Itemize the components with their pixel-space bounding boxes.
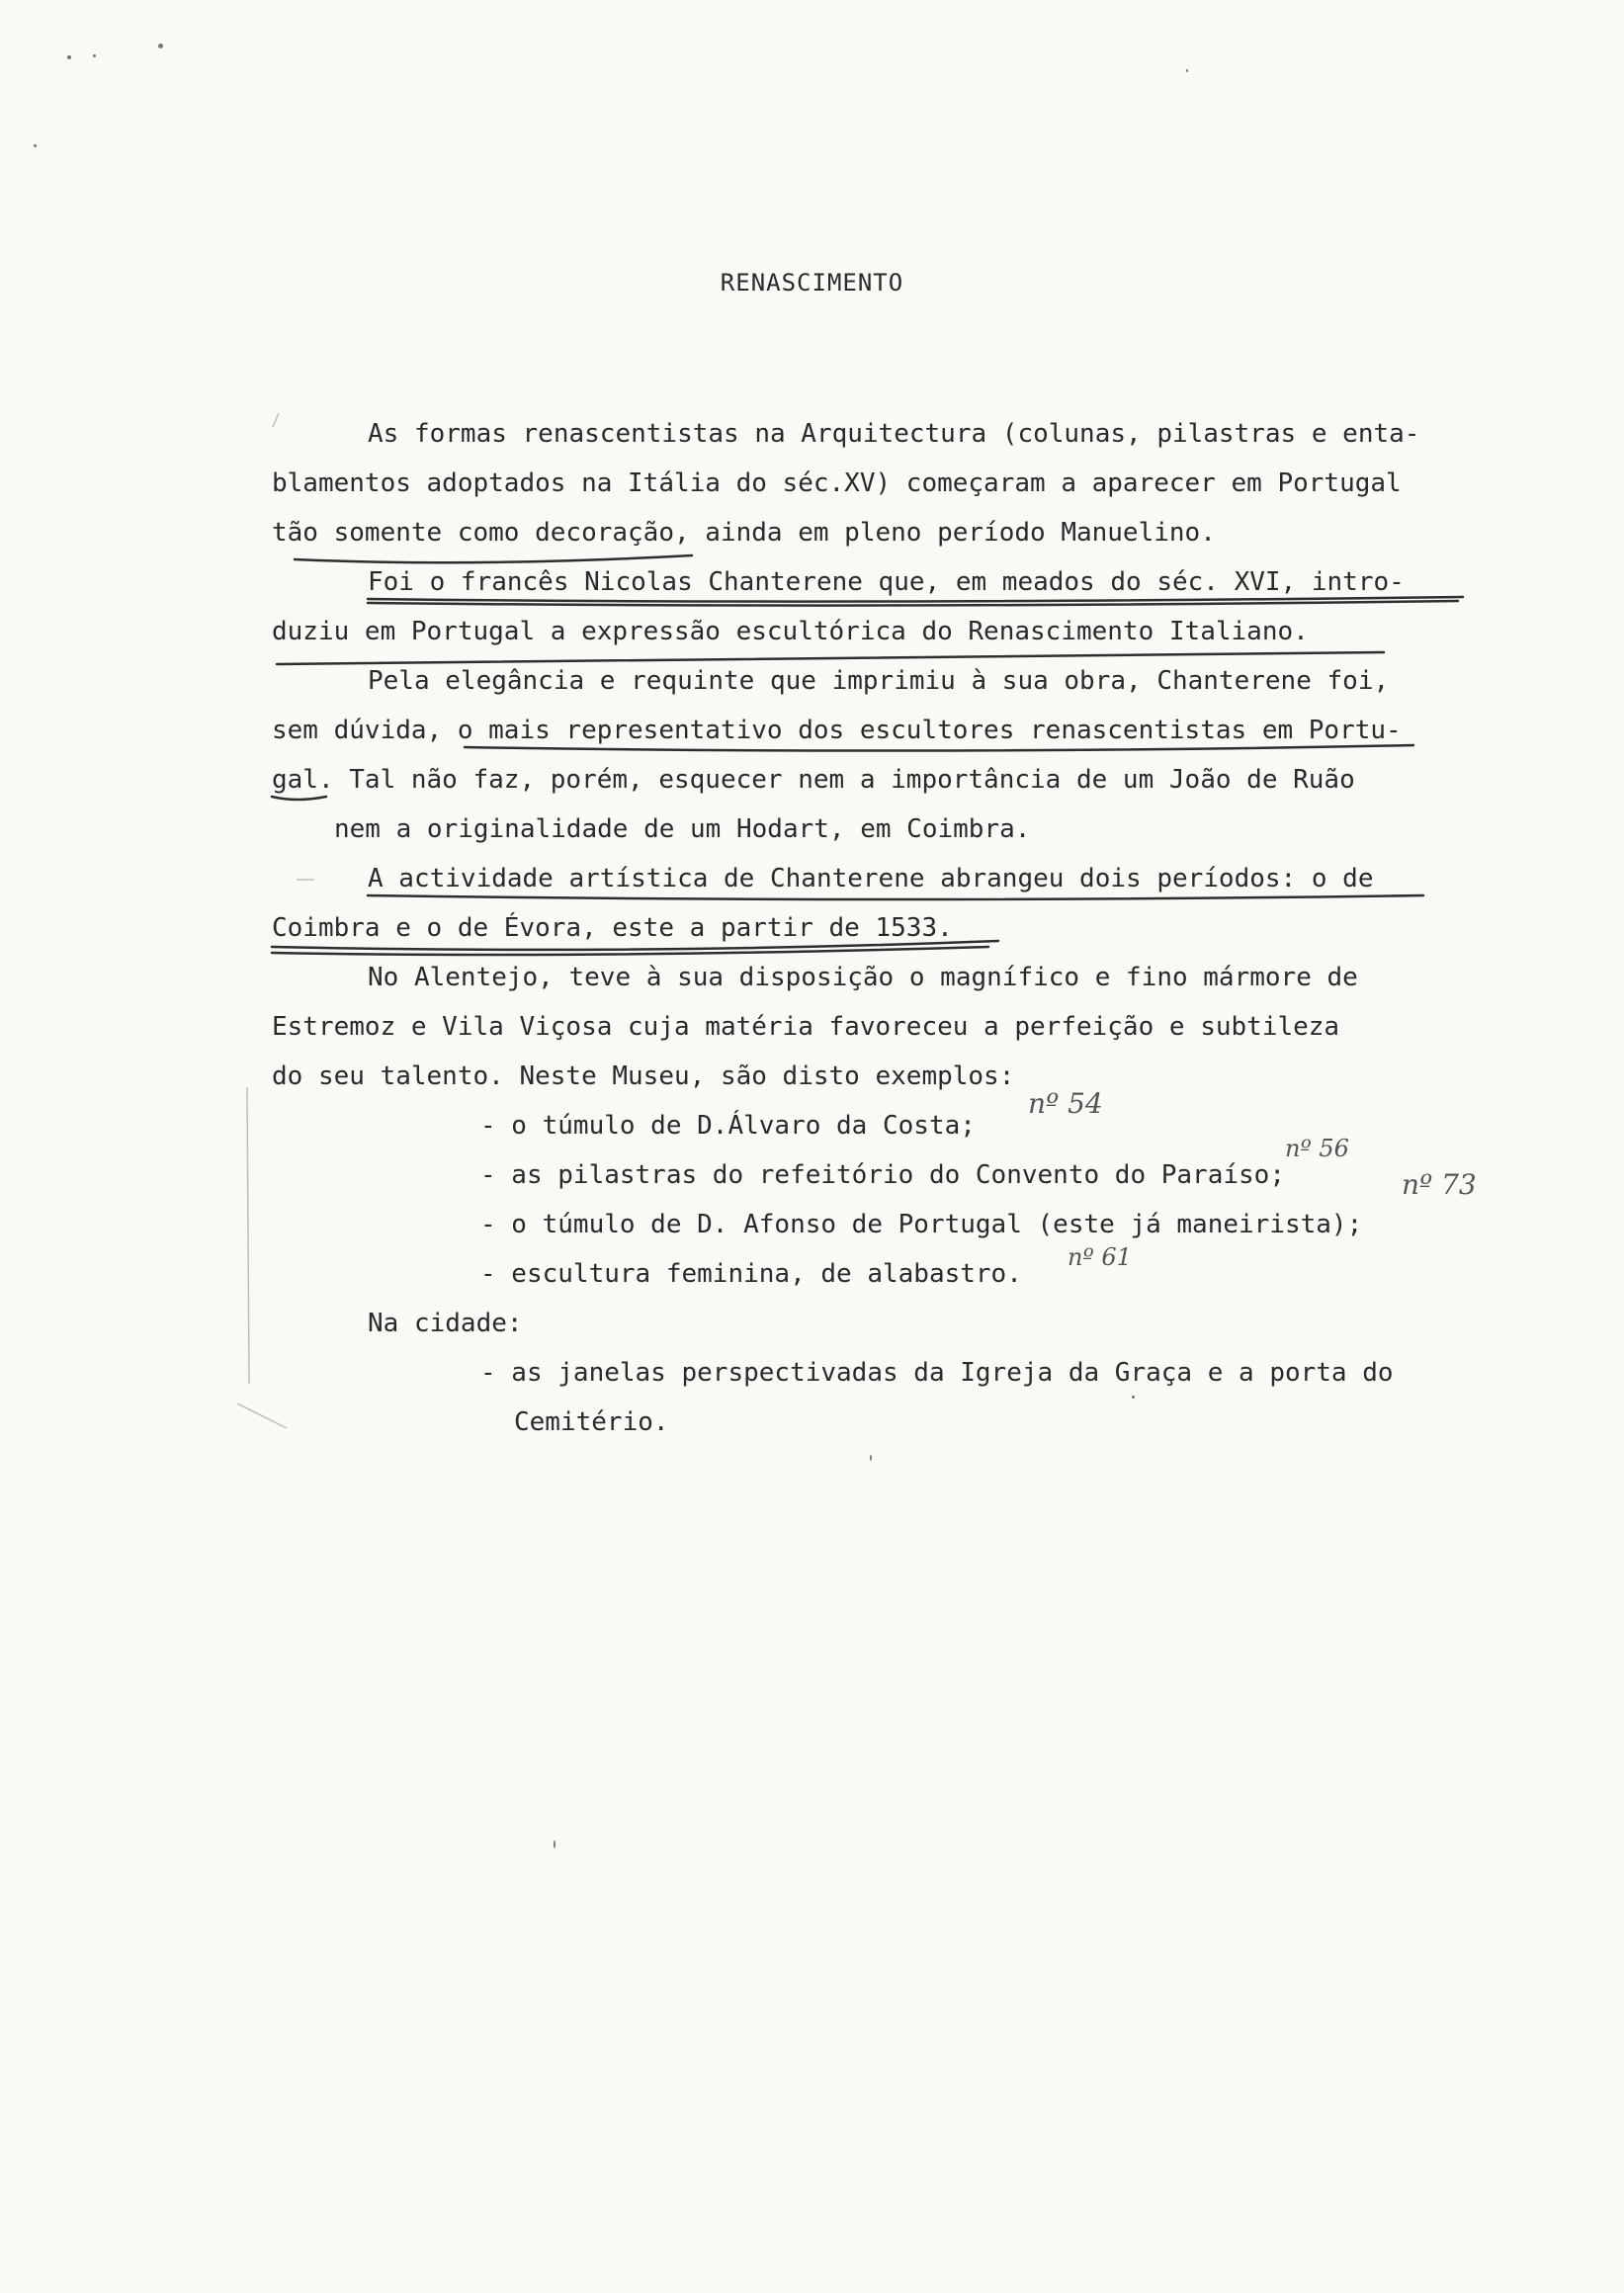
text-line: Coimbra e o de Évora, este a partir de 1533. [272,913,953,943]
list-item: - as janelas perspectivadas da Igreja da Graça e a porta do [480,1358,1394,1388]
handwritten-note: nº 61 [1068,1243,1132,1271]
text-line: do seu talento. Neste Museu, são disto exemplos: [272,1062,1015,1091]
list-item: - escultura feminina, de alabastro. [480,1259,1022,1289]
text-line: As formas renascentistas na Arquitectura (colunas, pilastras e enta- [368,419,1420,449]
text-line: Pela elegância e requinte que imprimiu à sua obra, Chanterene foi, [368,666,1390,696]
paper-speck [1186,69,1188,72]
paper-speck [1132,1396,1135,1399]
page-title: RENASCIMENTO [720,269,904,297]
text-line: Estremoz e Vila Viçosa cuja matéria favoreceu a perfeição e subtileza [272,1012,1340,1042]
text-line: No Alentejo, teve à sua disposição o magnífico e fino mármore de [368,963,1358,992]
text-line: tão somente como decoração, ainda em pleno período Manuelino. [272,518,1216,548]
paper-speck [158,43,163,48]
list-item: - as pilastras do refeitório do Convento do Paraíso; [480,1160,1285,1190]
text-line: sem dúvida, o mais representativo dos escultores renascentistas em Portu- [272,716,1402,745]
handwritten-note: nº 54 [1028,1087,1103,1120]
list-item: - o túmulo de D. Afonso de Portugal (este já maneirista); [480,1210,1363,1239]
text-line: gal. Tal não faz, porém, esquecer nem a importância de um João de Ruão [272,765,1355,795]
text-line: blamentos adoptados na Itália do séc.XV) começaram a aparecer em Portugal [272,468,1402,498]
handwritten-note: nº 73 [1402,1168,1477,1201]
underline-mark [295,555,692,562]
text-line: A actividade artística de Chanterene abrangeu dois períodos: o de [368,864,1374,893]
underline-mark [272,797,326,800]
text-line: duziu em Portugal a expressão escultórica do Renascimento Italiano. [272,617,1309,646]
margin-mark [237,1403,287,1428]
underline-mark [368,597,1463,602]
underline-mark [277,652,1384,664]
text-line: nem a originalidade de um Hodart, em Coimbra. [334,814,1031,844]
paper-speck [93,54,96,57]
list-item: - o túmulo de D.Álvaro da Costa; [480,1111,976,1141]
paper-speck [67,55,71,59]
margin-mark [273,413,279,427]
paper-speck [554,1840,556,1848]
handwritten-note: nº 56 [1285,1135,1349,1162]
margin-mark [247,1087,249,1384]
paper-speck [870,1455,872,1461]
underline-mark [368,895,1423,899]
text-line: Cemitério. [514,1407,669,1437]
text-line: Foi o francês Nicolas Chanterene que, em meados do séc. XVI, intro- [368,567,1405,597]
text-line: Na cidade: [368,1309,523,1338]
underline-mark [465,745,1413,751]
paper-speck [34,144,37,147]
